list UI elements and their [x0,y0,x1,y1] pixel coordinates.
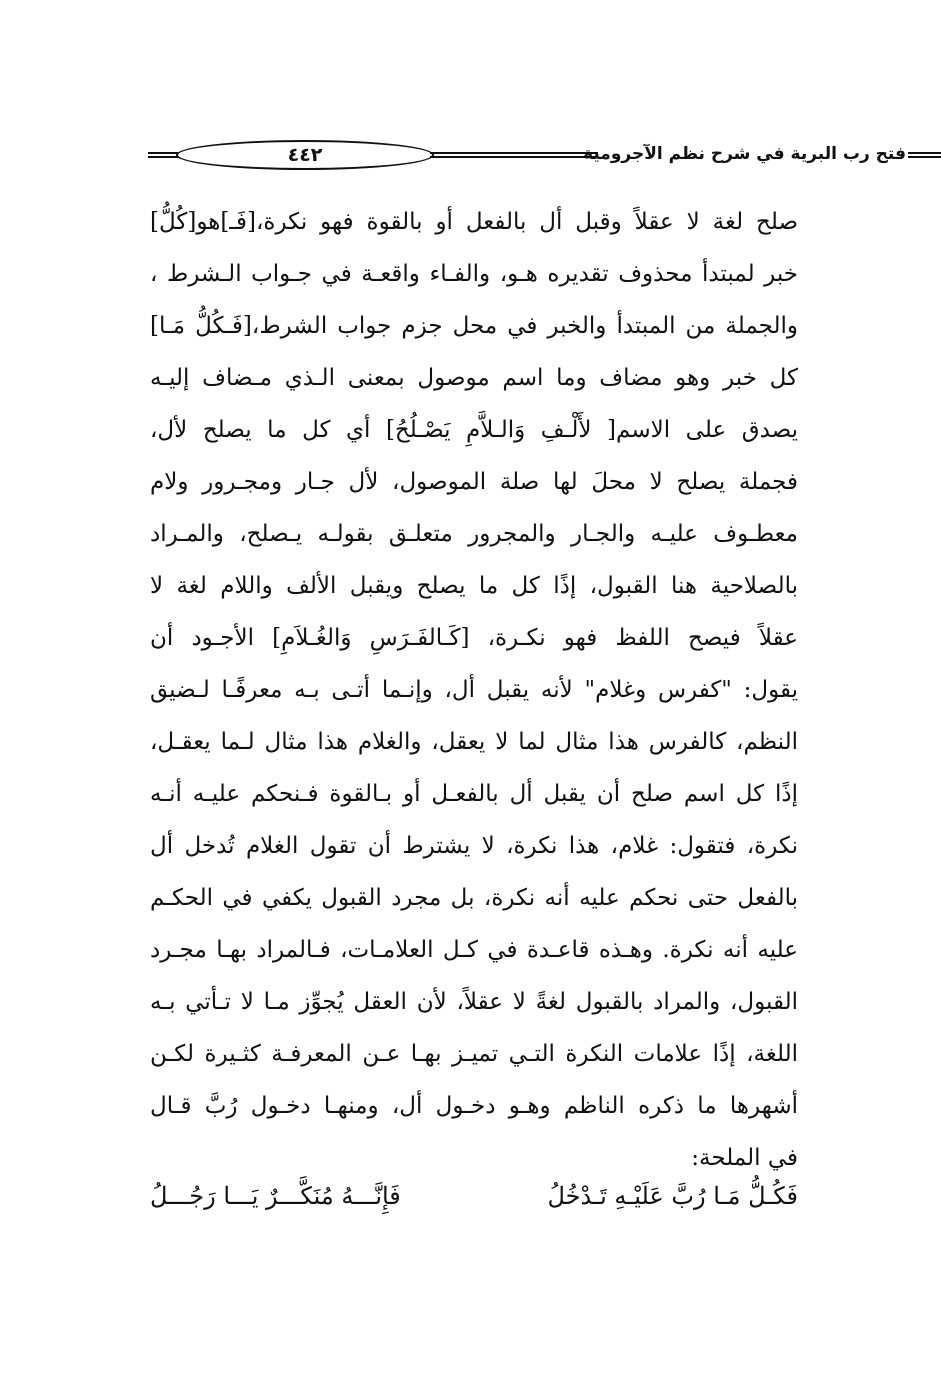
text-line: يقول: "كفرس وغلام" لأنه يقبل أل، وإنـما أتـى بـه معرفًـا لـضيق [150,677,798,703]
page-header [148,138,906,178]
text-line: صلح لغة لا عقلاً وقبل أل بالفعل أو بالقوة فهو نكرة،[فَـ]هو[كُلُّ] [150,209,798,235]
text-line: القبول، والمراد بالقبول لغةً لا عقلاً، لأن العقل يُجوِّز مـا لا تـأتي بـه [150,989,798,1015]
text-line: بالفعل حتى نحكم عليه أنه نكرة، بل مجرد القبول يكفي في الحكـم [150,885,798,911]
header-rule-right [908,152,941,158]
header-rule-middle [430,152,598,158]
text-line: إذًا كل اسم صلح أن يقبل أل بالفعـل أو بـالقوة فـنحكم عليـه أنـه [150,781,798,807]
text-line: بالصلاحية هنا القبول، إذًا كل ما يصلح ويقبل الألف واللام لغة لا [150,573,798,599]
text-line: يصدق على الاسم[ لأَلْـفِ وَالـلاَّمِ يَصْـلُحُ] أي كل ما يصلح لأل، [150,417,798,443]
body-text [150,196,798,1184]
verse-second-hemistich: فَإِنَّـــهُ مُنَكَّـــرٌ يَـــا رَجُـــلُ [150,1182,401,1210]
text-line: والجملة من المبتدأ والخبر في محل جزم جواب الشرط،[فَـكُلُّ مَـا] [150,313,798,339]
text-line: النظم، كالفرس هذا مثال لما لا يعقل، والغلام هذا مثال لـما يعقـل، [150,729,798,755]
text-line: عقلاً فيصح اللفظ فهو نكـرة، [كَـالفَـرَسِ وَالغُـلاَمِ] الأجـود أن [150,625,798,651]
text-line: نكرة، فتقول: غلام، هذا نكرة، لا يشترط أن تقول الغلام تُدخل أل [150,833,798,859]
verse-first-hemistich: فَكُـلُّ مَـا رُبَّ عَلَيْـهِ تَـدْخُلُ [547,1182,798,1210]
text-line: اللغة، إذًا علامات النكرة التـي تميـز بهـا عـن المعرفـة كثـيرة لكـن [150,1041,798,1067]
text-line: خبر لمبتدأ محذوف تقديره هـو، والفـاء واقعـة في جـواب الـشرط ، [150,261,798,287]
running-header-title: فتح رب البرية في شرح نظم الآجرومية [583,144,906,164]
poetry-verse [150,1168,798,1224]
text-line: عليه أنه نكرة. وهـذه قاعـدة في كـل العلامـات، فـالمراد بهـا مجـرد [150,937,798,963]
text-line: أشهرها ما ذكره الناظم وهـو دخـول أل، ومنهـا دخـول رُبَّ قـال [150,1093,798,1119]
text-line: كل خبر وهو مضاف وما اسم موصول بمعنى الـذي مـضاف إليـه [150,365,798,391]
text-line: معطـوف عليـه والجـار والمجرور متعلـق بقولـه يـصلح، والمـراد [150,521,798,547]
text-line-last: في الملحة: [691,1145,798,1171]
header-rule-left [148,152,178,158]
text-line: فجملة يصلح لا محلَ لها صلة الموصول، لأل جـار ومجـرور ولام [150,469,798,495]
page-number: ٤٤٢ [176,140,434,170]
